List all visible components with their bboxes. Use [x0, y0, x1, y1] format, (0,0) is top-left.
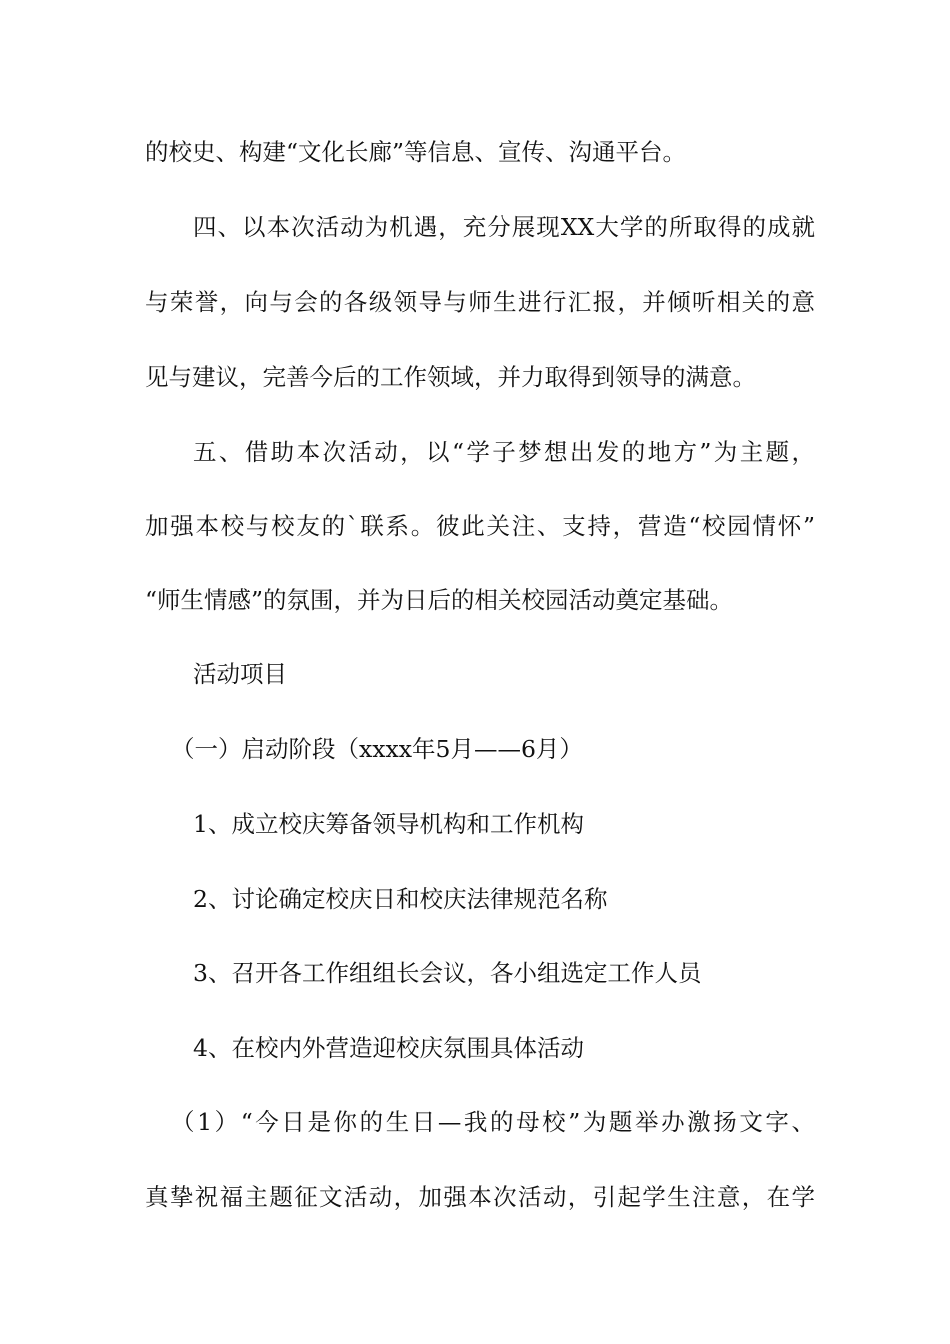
text-line-1: 的校史、构建“文化长廊”等信息、宣传、沟通平台。 — [145, 138, 687, 166]
section-heading: 活动项目 — [193, 660, 287, 688]
text-line-2: 四、以本次活动为机遇，充分展现XX大学的所取得的成就 — [193, 213, 815, 241]
text-line-6: 加强本校与校友的`联系。彼此关注、支持，营造“校园情怀” — [145, 512, 815, 540]
list-item-2: 2、讨论确定校庆日和校庆法律规范名称 — [193, 885, 608, 913]
phase-heading: （一）启动阶段（xxxx年5月——6月） — [171, 735, 583, 763]
list-item-3: 3、召开各工作组组长会议，各小组选定工作人员 — [193, 959, 702, 987]
text-line-3: 与荣誉，向与会的各级领导与师生进行汇报，并倾听相关的意 — [145, 288, 815, 316]
text-line-5: 五、借助本次活动，以“学子梦想出发的地方”为主题， — [193, 438, 815, 466]
list-item-1: 1、成立校庆筹备领导机构和工作机构 — [193, 810, 584, 838]
list-item-4: 4、在校内外营造迎校庆氛围具体活动 — [193, 1034, 584, 1062]
text-line-7: “师生情感”的氛围，并为日后的相关校园活动奠定基础。 — [145, 586, 734, 614]
sub-item-1: （1）“今日是你的生日—我的母校”为题举办激扬文字、 — [171, 1108, 815, 1136]
text-line-last: 真挚祝福主题征文活动，加强本次活动，引起学生注意，在学 — [145, 1183, 815, 1211]
text-line-4: 见与建议，完善今后的工作领域，并力取得到领导的满意。 — [145, 363, 756, 391]
